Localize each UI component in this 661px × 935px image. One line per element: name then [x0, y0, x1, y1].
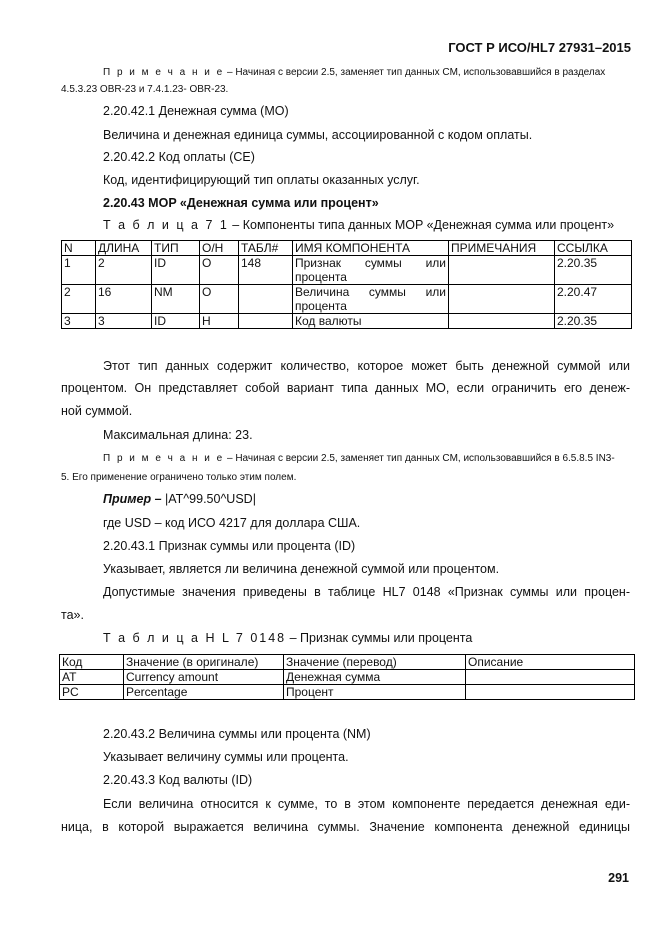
table-cell: NM	[152, 285, 200, 314]
table-cell	[449, 314, 555, 329]
word: суммы	[364, 256, 402, 270]
page-number: 291	[608, 871, 629, 885]
table-cell: Currency amount	[124, 670, 284, 685]
note-1-line-1	[103, 67, 605, 78]
table-cell: 3	[62, 314, 96, 329]
note-2-line-2: 5. Его применение ограничено только этим полем.	[61, 472, 297, 483]
text: Допустимые значения приведены в таблице HL7 0148 «Признак суммы или процен-	[103, 585, 630, 599]
word: процента	[295, 299, 347, 313]
example-line	[103, 492, 256, 506]
table-71-caption-text: – Компоненты типа данных MOP «Денежная сумма или процент»	[228, 218, 615, 232]
paragraph-mop-line-1	[103, 359, 630, 373]
note-1-line-2: 4.5.3.23 OBR-23 и 7.4.1.23- OBR-23.	[61, 84, 229, 95]
table-cell: ID	[152, 314, 200, 329]
table-cell: 2.20.35	[555, 256, 632, 285]
note-1-lead: П р и м е ч а н и е	[103, 67, 225, 78]
paragraph-allowed-line-1	[103, 585, 630, 599]
section-2-20-43-1: 2.20.43.1 Признак суммы или процента (ID)	[103, 539, 356, 553]
table-cell	[466, 670, 635, 685]
table-cell: 16	[96, 285, 152, 314]
section-2-20-42-1: 2.20.42.1 Денежная сумма (MO)	[103, 104, 289, 118]
table-0148-caption-text: – Признак суммы или процента	[286, 631, 473, 645]
table-cell	[449, 256, 555, 285]
table-0148-header-cell: Значение (перевод)	[284, 655, 466, 670]
table-cell	[239, 285, 293, 314]
table-0148-header-row	[60, 655, 635, 670]
section-2-20-43-2: 2.20.43.2 Величина суммы или процента (NM)	[103, 727, 371, 741]
table-71-caption-lead: Т а б л и ц а 7 1	[103, 218, 229, 232]
table-71-header-cell: ССЫЛКА	[555, 241, 632, 256]
text: процентом. Он представляет собой вариант типа данных MO, если ограничить его денеж-	[61, 381, 630, 395]
table-cell: Денежная сумма	[284, 670, 466, 685]
table-cell	[449, 285, 555, 314]
text: Если величина относится к сумме, то в этом компоненте передается денежная еди-	[103, 797, 630, 811]
table-cell: 1	[62, 256, 96, 285]
word: суммы	[368, 285, 406, 299]
table-cell: Н	[200, 314, 239, 329]
table-71-header-cell: ДЛИНА	[96, 241, 152, 256]
paragraph-usd: где USD – код ИСО 4217 для доллара США.	[103, 516, 361, 530]
word: Величина	[295, 285, 350, 299]
table-0148-caption-lead: Т а б л и ц а H L 7 0148	[103, 631, 287, 645]
table-row	[62, 285, 632, 314]
table-71-header-row	[62, 241, 632, 256]
paragraph-max-length: Максимальная длина: 23.	[103, 428, 253, 442]
table-0148	[59, 654, 635, 700]
paragraph-currency-line-2	[61, 820, 630, 834]
note-2-text: – Начиная с версии 2.5, заменяет тип данных CM, использовавшийся в 6.5.8.5 IN3-	[224, 453, 615, 464]
table-71-header-cell: ТАБЛ#	[239, 241, 293, 256]
table-71-header-cell: О/Н	[200, 241, 239, 256]
table-0148-header-cell: Код	[60, 655, 124, 670]
table-cell-component-name	[293, 285, 449, 314]
section-2-20-43: 2.20.43 MOP «Денежная сумма или процент»	[103, 196, 379, 210]
table-cell: AT	[60, 670, 124, 685]
page-header-title: ГОСТ Р ИСО/HL7 27931–2015	[448, 40, 631, 55]
table-0148-header-cell: Описание	[466, 655, 635, 670]
example-label: Пример –	[103, 492, 162, 506]
table-cell: PC	[60, 685, 124, 700]
table-row	[62, 314, 632, 329]
text: Этот тип данных содержит количество, которое может быть денежной суммой или	[103, 359, 630, 373]
table-cell: 2.20.47	[555, 285, 632, 314]
paragraph-mop-line-2	[61, 381, 630, 395]
paragraph-id: Указывает, является ли величина денежной суммой или процентом.	[103, 562, 500, 576]
paragraph-currency-line-1	[103, 797, 630, 811]
table-71	[61, 240, 632, 329]
table-71-header-cell: ПРИМЕЧАНИЯ	[449, 241, 555, 256]
word: или	[425, 256, 446, 270]
paragraph-nm: Указывает величину суммы или процента.	[103, 750, 349, 764]
paragraph-allowed-line-2: та».	[61, 608, 84, 622]
table-cell: O	[200, 256, 239, 285]
table-row	[62, 256, 632, 285]
table-cell	[239, 314, 293, 329]
table-71-caption	[103, 218, 614, 232]
word: или	[425, 285, 446, 299]
table-cell: Percentage	[124, 685, 284, 700]
paragraph-ce: Код, идентифицирующий тип оплаты оказанных услуг.	[103, 173, 420, 187]
table-71-header-cell: N	[62, 241, 96, 256]
table-row	[60, 670, 635, 685]
table-cell: O	[200, 285, 239, 314]
example-value: |AT^99.50^USD|	[161, 492, 256, 506]
table-cell	[466, 685, 635, 700]
paragraph-mo: Величина и денежная единица суммы, ассоциированной с кодом оплаты.	[103, 128, 533, 142]
table-cell-component-name	[293, 256, 449, 285]
note-1-text: – Начиная с версии 2.5, заменяет тип данных CM, использовавшийся в разделах	[224, 67, 606, 78]
note-2-line-1	[103, 453, 615, 464]
table-cell: 2.20.35	[555, 314, 632, 329]
table-cell: 2	[96, 256, 152, 285]
table-cell: Код валюты	[293, 314, 449, 329]
word: Признак	[295, 256, 342, 270]
table-cell: 2	[62, 285, 96, 314]
paragraph-mop-line-3: ной суммой.	[61, 404, 133, 418]
table-cell: 3	[96, 314, 152, 329]
word: процента	[295, 270, 347, 284]
table-71-header-cell: ТИП	[152, 241, 200, 256]
table-cell: 148	[239, 256, 293, 285]
table-row	[60, 685, 635, 700]
table-71-header-cell: ИМЯ КОМПОНЕНТА	[293, 241, 449, 256]
text: ница, в которой выражается величина суммы. Значение компонента денежной единицы	[61, 820, 630, 834]
table-0148-header-cell: Значение (в оригинале)	[124, 655, 284, 670]
table-cell: Процент	[284, 685, 466, 700]
section-2-20-43-3: 2.20.43.3 Код валюты (ID)	[103, 773, 253, 787]
note-2-lead: П р и м е ч а н и е	[103, 453, 225, 464]
table-0148-caption	[103, 631, 472, 645]
section-2-20-42-2: 2.20.42.2 Код оплаты (CE)	[103, 150, 255, 164]
table-cell: ID	[152, 256, 200, 285]
